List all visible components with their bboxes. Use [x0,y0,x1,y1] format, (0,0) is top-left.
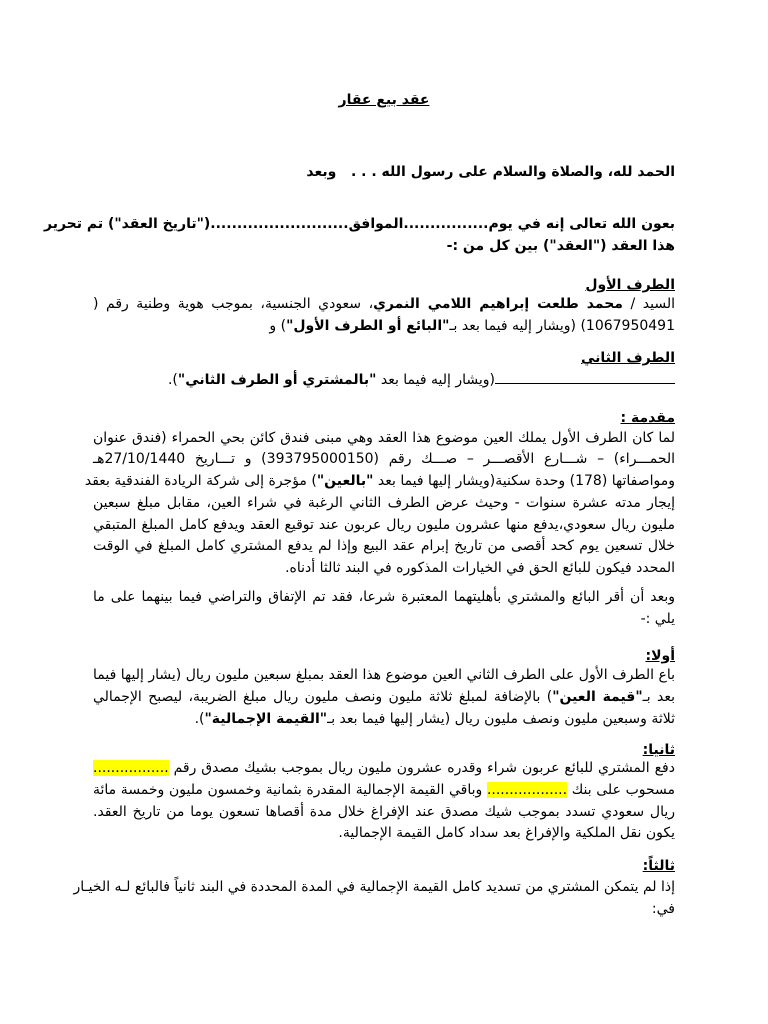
clause-2-line-2-text: مسحوب على بنك [567,782,676,798]
clause-2-line-1-text: دفع المشتري للبائع عربون شراء وقدره عشرون مليون ريال بموجب بشيك مصدق رقم [168,760,675,776]
first-party-title-text: السيد / [622,296,675,312]
clause-2-line-2 [93,779,675,801]
preamble-heading: مقدمة : [620,410,675,426]
opening-invocation: الحمد لله، والصلاة والسلام على رسول الله . . . وبعد [306,164,675,180]
clause-1-line-2-text: بعد بـ [642,689,675,705]
clause-3-line-1: إذا لم يتمكن المشتري من تسديد كامل القيمة الإجمالية في المدة المحددة في البند ثانياً فالبائع لـه الخيـار [73,879,675,895]
preamble-line-3 [84,470,675,492]
property-value-term: "قيمة العين" [552,689,643,705]
first-party-line-1 [93,293,675,315]
cheque-number-blank: ................. [93,760,169,776]
preamble-line-5: مليون ريال سعودي،يدفع منها عشرون مليون ريال عربون عند توقيع العقد ويدفع كامل المبلغ المتبقي [93,517,675,533]
agreement-line-2: يلي :- [640,611,675,627]
clause-2-line-1 [93,757,675,779]
first-party-heading: الطرف الأول [585,277,675,293]
preamble-line-7: المحدد فيكون للبائع الحق في الخيارات المذكوره في البند ثالثا أدناه. [285,560,675,576]
intro-line-1: بعون الله تعالى إنه في يوم................الموافق..........................("تاريخ العقد") تم تحرير [43,216,675,232]
preamble-line-3-text: ومواصفاتها (178) وحدة سكنية(ويشار إليها فيما بعد [373,473,675,489]
clause-2-line-3: ريال سعودي تسدد بموجب شيك مصدق عند الإفراغ خلال مدة أقصاها تسعون يوما من تاريخ العقد. [93,804,675,820]
clause-1-heading: أولا: [645,648,675,664]
clause-1-line-2-rest: ) بالإضافة لمبلغ ثلاثة مليون ونصف مليون ريال مبلغ الضريبة، ليصبح الإجمالي [93,689,553,705]
clause-1-line-1: باع الطرف الأول على الطرف الثاني العين موضوع هذا العقد بمبلغ سبعين مليون ريال (يشار إليها فيما [93,667,675,683]
clause-1-line-3 [93,708,675,730]
total-value-term: "القيمة الإجمالية" [204,711,328,727]
intro-line-2: هذا العقد ("العقد") بين كل من :- [446,238,675,254]
second-party-name-blank [495,370,675,384]
contract-title: عقد بيع عقار [338,92,430,108]
preamble-line-2: الحمـــراء) – شـــارع الأقصـــر – صـــك رقم (393795000150) و تـــاريخ 27/10/1440هـ [93,451,676,467]
first-party-nationality-text: ، سعودي الجنسية، بموجب هوية وطنية رقم ( [93,296,374,312]
first-party-name: محمد طلعت إبراهيم اللامي النمري [373,296,623,312]
bank-name-blank: .................. [486,782,568,798]
second-party-line-end: ). [167,372,178,388]
clause-3-heading: ثالثاً: [642,858,675,874]
preamble-line-6: خلال تسعين يوم كحد أقصى من تاريخ إبرام عقد البيع وإذا لم يدفع المشتري كامل المبلغ في الوقت [93,538,675,554]
clause-1-line-2 [93,686,675,708]
first-party-id-text: 1067950491) (ويشار إليه فيما بعد بـ [449,318,675,334]
preamble-line-3-rest: ) مؤجرة إلى شركة الريادة الفندقية بعقد [84,473,317,489]
clause-2-heading: ثانيا: [642,742,675,758]
property-term: "بالعين" [316,473,374,489]
first-party-line-end: ) و [269,318,287,334]
clause-1-line-3-rest: ). [194,711,205,727]
clause-2-line-4: يكون نقل الملكية والإفراغ بعد سداد كامل القيمة الإجمالية. [338,825,675,841]
clause-2-line-2-rest: وباقي القيمة الإجمالية المقدرة بثمانية وخمسون مليون وخمسة مائة [93,782,487,798]
preamble-line-4: إيجار مدته عشرة سنوات - وحيث عرض الطرف الثاني الرغبة في شراء العين، مقابل مبلغ سبعين [93,495,675,511]
agreement-line-1: وبعد أن أقر البائع والمشتري بأهليتهما المعتبرة شرعا، فقد تم الإتفاق والتراضي فيما بينهما على ما [93,589,675,605]
second-party-line-1 [93,369,675,391]
preamble-line-1: لما كان الطرف الأول يملك العين موضوع هذا العقد وهي مبنى فندق كائن بحي الحمراء (فندق عنوان [93,430,675,446]
first-party-role: "البائع أو الطرف الأول" [286,318,450,334]
second-party-heading: الطرف الثاني [581,350,675,366]
clause-1-line-3-text: ثلاثة وسبعين مليون ونصف مليون ريال (يشار إليها فيما بعد بـ [327,711,675,727]
second-party-ref-text: (ويشار إليه فيما بعد [376,372,495,388]
first-party-line-2 [93,315,675,337]
second-party-role: "بالمشتري أو الطرف الثاني" [177,372,377,388]
clause-3-line-2: في: [651,901,675,917]
